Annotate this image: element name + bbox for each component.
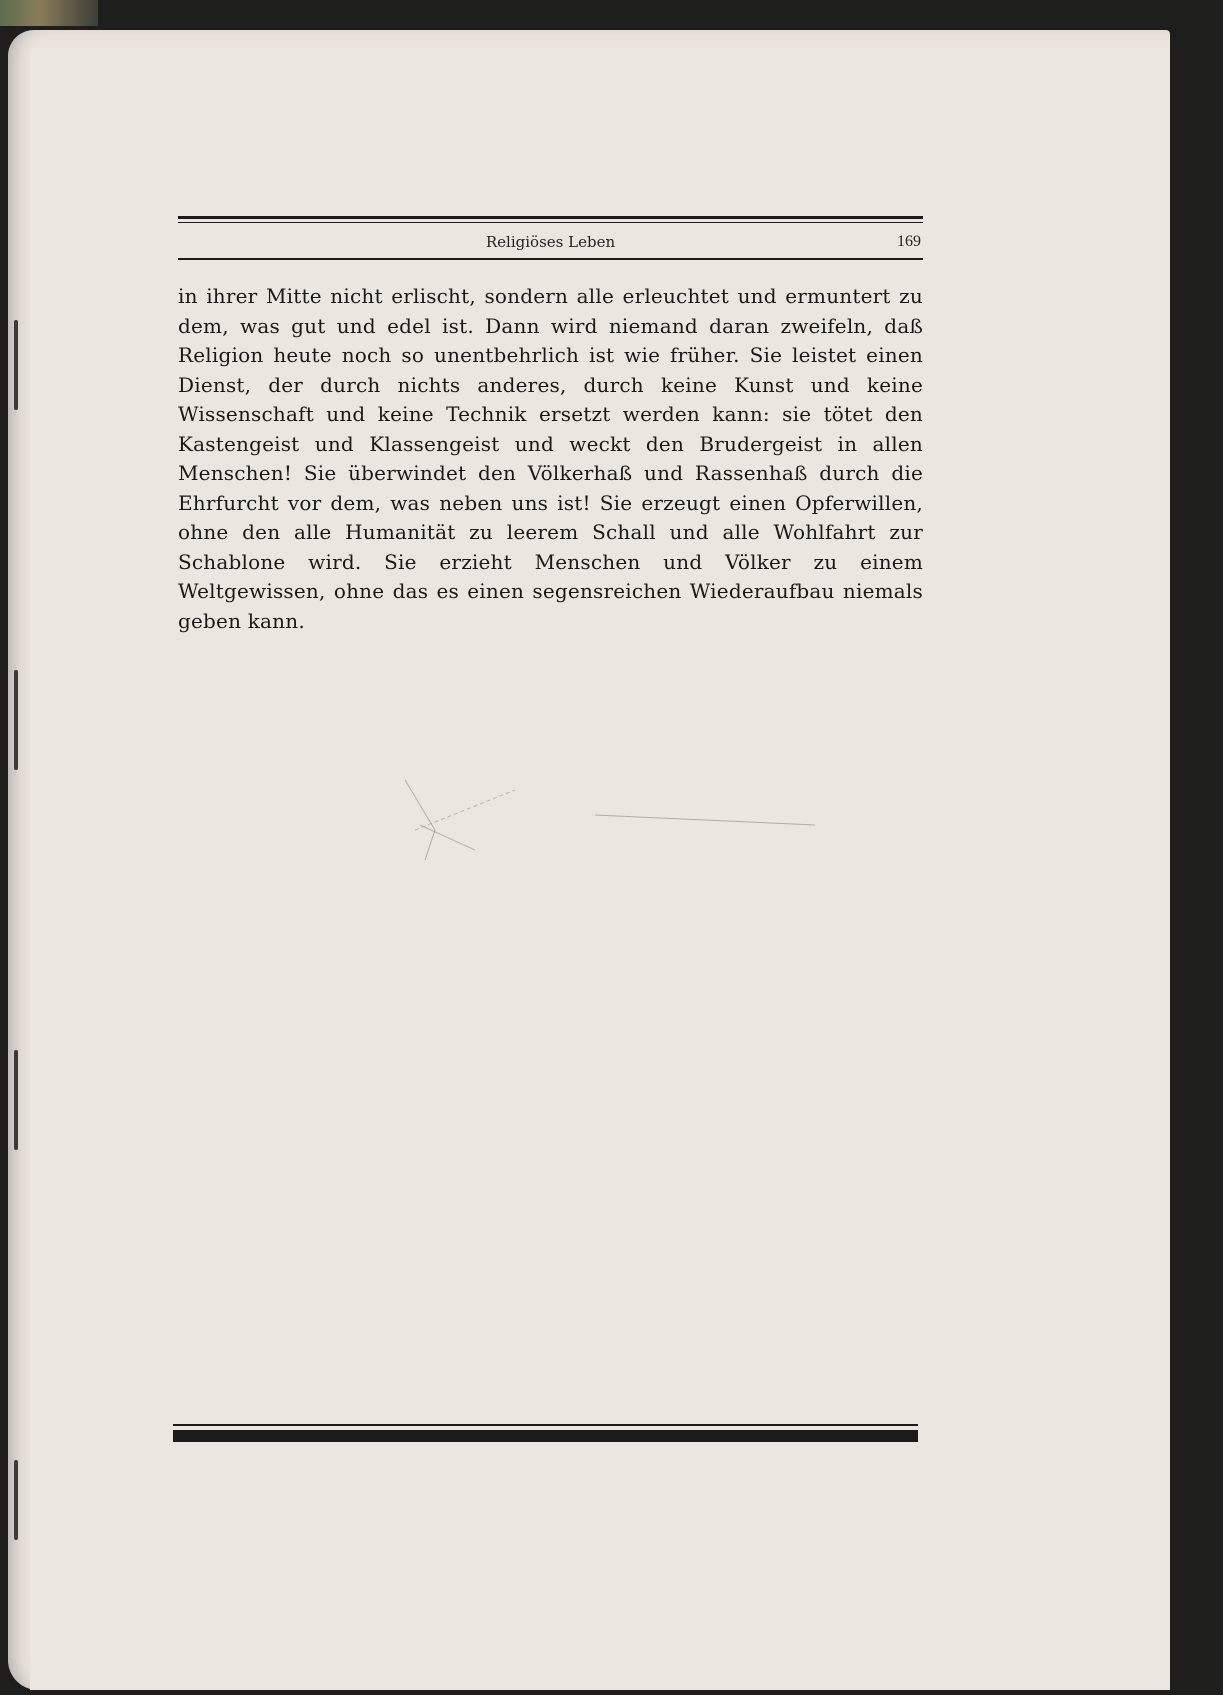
- footer-thick-rule: [173, 1430, 918, 1442]
- header-double-rule-top: [178, 216, 923, 219]
- footer-thin-rule: [173, 1424, 918, 1426]
- header-underline: [178, 258, 923, 260]
- pencil-marks: [395, 770, 825, 880]
- header-double-rule-bottom: [178, 222, 923, 223]
- binding-mark: [14, 670, 18, 770]
- running-title: Religiöses Leben: [485, 233, 616, 251]
- binding-mark: [14, 1050, 18, 1150]
- running-head: [178, 231, 923, 255]
- page-number: 169: [897, 233, 921, 250]
- scan-corner-strip: [0, 0, 98, 26]
- binding-mark: [14, 1460, 18, 1540]
- binding-mark: [14, 320, 18, 410]
- body-paragraph: in ihrer Mitte nicht erlischt, sondern alle erleuchtet und ermuntert zu dem, was gut und edel ist. Dann wird niemand daran zweifeln, daß Religion heute noch so unentbehrlich ist wie früher. Sie leistet einen Dienst, der durch nichts anderes, durch keine Kunst und keine Wissenschaft und keine Technik ersetzt werden kann: sie tötet den Kastengeist und Klassengeist und weckt den Brudergeist in allen Menschen! Sie überwindet den Völkerhaß und Rassenhaß durch die Ehrfurcht vor dem, was neben uns ist! Sie erzeugt einen Opferwillen, ohne den alle Humanität zu leerem Schall und alle Wohlfahrt zur Schablone wird. Sie erzieht Menschen und Völker zu einem Weltgewissen, ohne das es einen segensreichen Wiederaufbau niemals geben kann.: [178, 284, 923, 633]
